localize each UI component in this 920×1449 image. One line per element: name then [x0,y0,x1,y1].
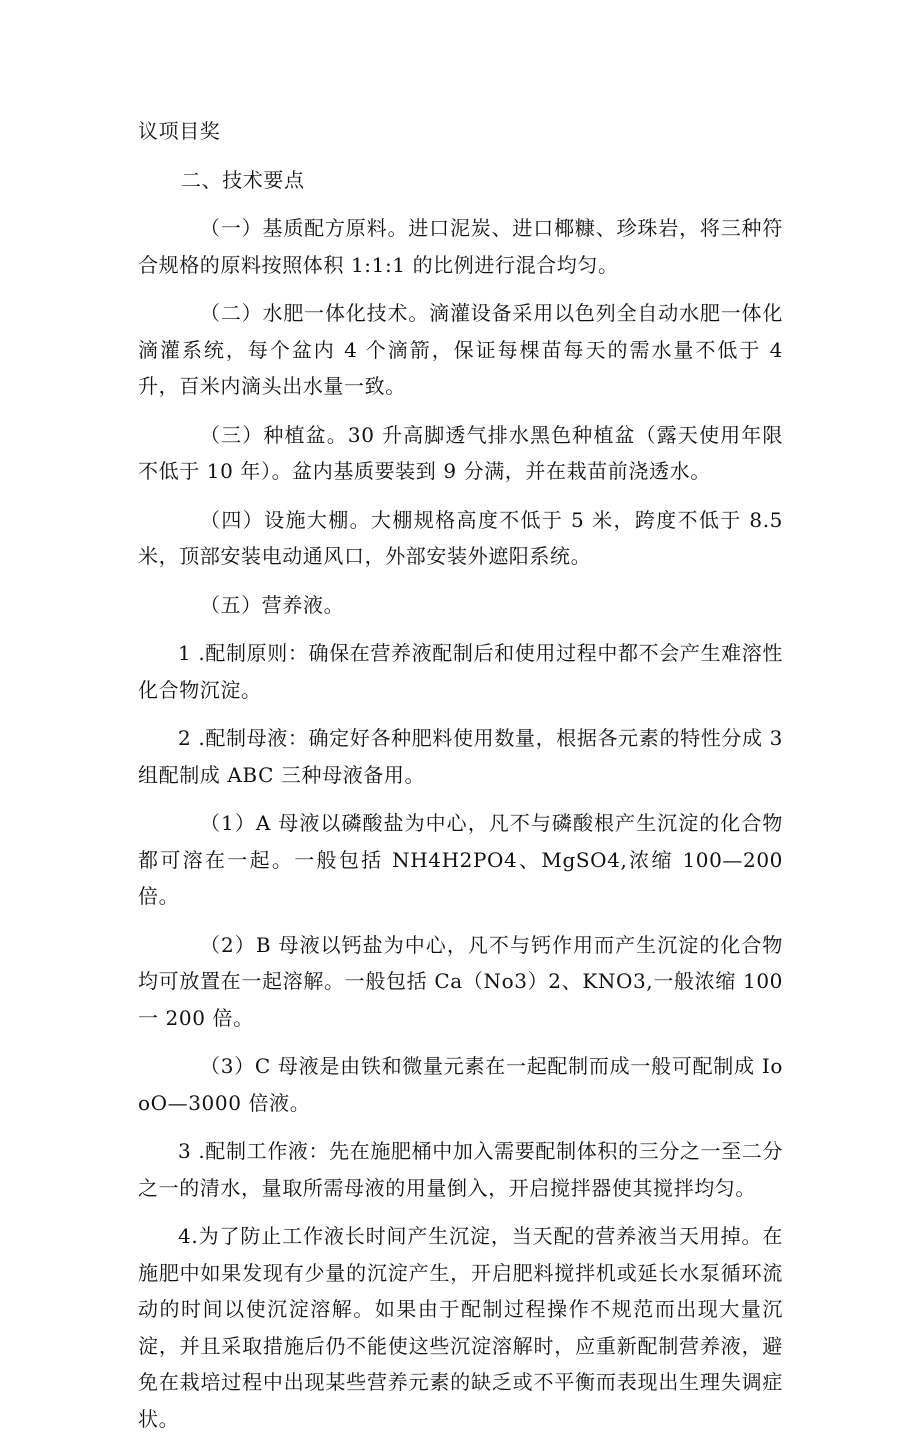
paragraph-planting-pot: （三）种植盆。30 升高脚透气排水黑色种植盆（露天使用年限不低于 10 年）。盆内基质要装到 9 分满，并在栽苗前浇透水。 [138,422,783,483]
paragraph-substrate: （一）基质配方原料。进口泥炭、进口椰糠、珍珠岩，将三种符合规格的原料按照体积 1:1:1 的比例进行混合均匀。 [138,216,783,277]
paragraph-sediment: 4.为了防止工作液长时间产生沉淀，当天配的营养液当天用掉。在施肥中如果发现有少量的沉淀产生，开启肥料搅拌机或延长水泵循环流动的时间以使沉淀溶解。如果由于配制过程操作不规范而出现大量沉淀，并且采取措施后仍不能使这些沉淀溶解时，应重新配制营养液，避免在栽培过程中出现某些营养元素的缺乏或不平衡而表现出生理失调症状。 [138,1224,783,1431]
continued-text: 议项目奖 [138,119,221,143]
paragraph-stock-c: （3）C 母液是由铁和微量元素在一起配制而成一般可配制成 IooO—3000 倍液。 [138,1054,783,1115]
paragraph-nutrient-heading: （五）营养液。 [200,592,345,617]
paragraph-principle: 1 .配制原则：确保在营养液配制后和使用过程中都不会产生难溶性化合物沉淀。 [138,641,783,702]
paragraph-fertigation: （二）水肥一体化技术。滴灌设备采用以色列全自动水肥一体化滴灌系统，每个盆内 4 个滴箭，保证每棵苗每天的需水量不低于 4 升，百米内滴头出水量一致。 [138,301,783,398]
section-heading: 二、技术要点 [181,167,305,192]
paragraph-stock-a: （1）A 母液以磷酸盐为中心，凡不与磷酸根产生沉淀的化合物都可溶在一起。一般包括 NH4H2PO4、MgSO4,浓缩 100—200 倍。 [138,811,783,908]
paragraph-stock-b: （2）B 母液以钙盐为中心，凡不与钙作用而产生沉淀的化合物均可放置在一起溶解。一般包括 Ca（No3）2、KNO3,一般浓缩 100 一 200 倍。 [138,932,783,1030]
paragraph-stock-solution: 2 .配制母液：确定好各种肥料使用数量，根据各元素的特性分成 3 组配制成 ABC 三种母液备用。 [138,726,783,787]
document-body [138,113,783,1449]
paragraph-greenhouse: （四）设施大棚。大棚规格高度不低于 5 米，跨度不低于 8.5 米，顶部安装电动通风口，外部安装外遮阳系统。 [138,507,783,568]
paragraph-working-solution: 3 .配制工作液：先在施肥桶中加入需要配制体积的三分之一至二分之一的清水，量取所需母液的用量倒入，开启搅拌器使其搅拌均匀。 [138,1139,783,1200]
